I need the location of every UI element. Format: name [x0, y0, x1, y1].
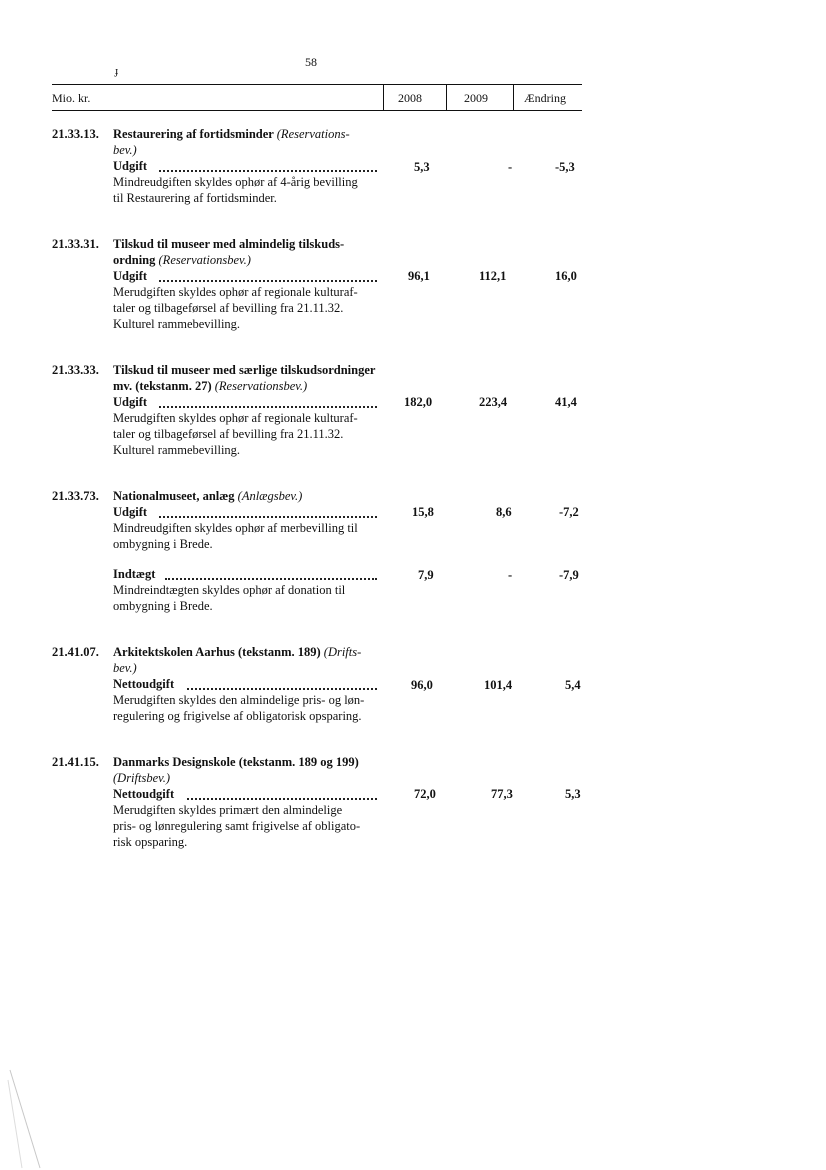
note-line: ombygning i Brede. [113, 537, 213, 551]
entry-title: Restaurering af fortidsminder (Reservations- [113, 127, 350, 141]
entry-title-cont: bev.) [113, 143, 137, 157]
line-label: Udgift [113, 159, 148, 173]
line-label: Udgift [113, 269, 148, 283]
line-label: Udgift [113, 395, 148, 409]
header-top-rule [52, 84, 582, 85]
value-2008: 7,9 [418, 568, 434, 582]
leader-dots [165, 578, 377, 580]
note-line: Mindreindtægten skyldes ophør af donation til [113, 583, 346, 597]
entry-title-cont: mv. (tekstanm. 27) (Reservationsbev.) [113, 379, 308, 393]
leader-dots [159, 406, 377, 408]
leader-dots [187, 798, 377, 800]
entry-title-cont: (Driftsbev.) [113, 771, 171, 785]
header-bottom-rule [52, 110, 582, 111]
value-change: 41,4 [555, 395, 577, 409]
page-number: 58 [305, 55, 317, 69]
note-line: risk opsparing. [113, 835, 188, 849]
value-2009: 77,3 [491, 787, 513, 801]
leader-dots [187, 688, 377, 690]
account-code: 21.33.31. [52, 237, 99, 251]
value-2008: 5,3 [414, 160, 430, 174]
column-divider [446, 84, 447, 110]
note-line: Kulturel rammebevilling. [113, 443, 241, 457]
line-label: Nettoudgift [113, 677, 175, 691]
note-line: Kulturel rammebevilling. [113, 317, 241, 331]
account-code: 21.33.73. [52, 489, 99, 503]
value-2008: 96,1 [408, 269, 430, 283]
note-line: taler og tilbageførsel af bevilling fra 21.11.32. [113, 427, 344, 441]
account-code: 21.41.07. [52, 645, 99, 659]
value-2009: 8,6 [496, 505, 512, 519]
entry-title-cont: bev.) [113, 661, 137, 675]
value-2009: - [508, 160, 513, 174]
note-line: ombygning i Brede. [113, 599, 213, 613]
account-code: 21.41.15. [52, 755, 99, 769]
note-line: regulering og frigivelse af obligatorisk opsparing. [113, 709, 362, 723]
column-divider [383, 84, 384, 110]
entry-title: Tilskud til museer med almindelig tilskuds- [113, 237, 345, 251]
column-divider [513, 84, 514, 110]
line-label: Indtægt [113, 567, 156, 581]
leader-dots [159, 516, 377, 518]
note-line: Mindreudgiften skyldes ophør af merbevilling til [113, 521, 358, 535]
column-header-change: Ændring [524, 91, 566, 105]
account-code: 21.33.13. [52, 127, 99, 141]
unit-label: Mio. kr. [52, 91, 91, 105]
value-change: -7,2 [559, 505, 579, 519]
value-change: 5,3 [565, 787, 581, 801]
entry-title: Danmarks Designskole (tekstanm. 189 og 199) [113, 755, 359, 769]
note-line: til Restaurering af fortidsminder. [113, 191, 277, 205]
entry-title: Nationalmuseet, anlæg (Anlægsbev.) [113, 489, 303, 503]
value-change: 5,4 [565, 678, 581, 692]
note-line: pris- og lønregulering samt frigivelse af obligato- [113, 819, 361, 833]
note-line: Merudgiften skyldes den almindelige pris- og løn- [113, 693, 365, 707]
note-line: taler og tilbageførsel af bevilling fra 21.11.32. [113, 301, 344, 315]
note-line: Merudgiften skyldes primært den almindelige [113, 803, 343, 817]
scan-mark: ɟ [115, 66, 119, 77]
value-2008: 72,0 [414, 787, 436, 801]
note-line: Merudgiften skyldes ophør af regionale kulturaf- [113, 411, 358, 425]
note-line: Mindreudgiften skyldes ophør af 4-årig bevilling [113, 175, 358, 189]
value-2009: 223,4 [479, 395, 508, 409]
account-code: 21.33.33. [52, 363, 99, 377]
value-2008: 182,0 [404, 395, 433, 409]
entry-title: Arkitektskolen Aarhus (tekstanm. 189) (Drifts- [113, 645, 362, 659]
value-2009: 101,4 [484, 678, 513, 692]
column-header-2008: 2008 [398, 91, 422, 105]
value-2008: 96,0 [411, 678, 433, 692]
line-label: Nettoudgift [113, 787, 175, 801]
entry-title: Tilskud til museer med særlige tilskudsordninger [113, 363, 376, 377]
entry-title-cont: ordning (Reservationsbev.) [113, 253, 251, 267]
column-header-2009: 2009 [464, 91, 488, 105]
value-change: -5,3 [555, 160, 575, 174]
value-2008: 15,8 [412, 505, 434, 519]
leader-dots [159, 170, 377, 172]
leader-dots [159, 280, 377, 282]
value-2009: - [508, 568, 513, 582]
value-2009: 112,1 [479, 269, 507, 283]
value-change: -7,9 [559, 568, 579, 582]
note-line: Merudgiften skyldes ophør af regionale kulturaf- [113, 285, 358, 299]
scan-artifact [0, 1060, 50, 1170]
line-label: Udgift [113, 505, 148, 519]
value-change: 16,0 [555, 269, 577, 283]
